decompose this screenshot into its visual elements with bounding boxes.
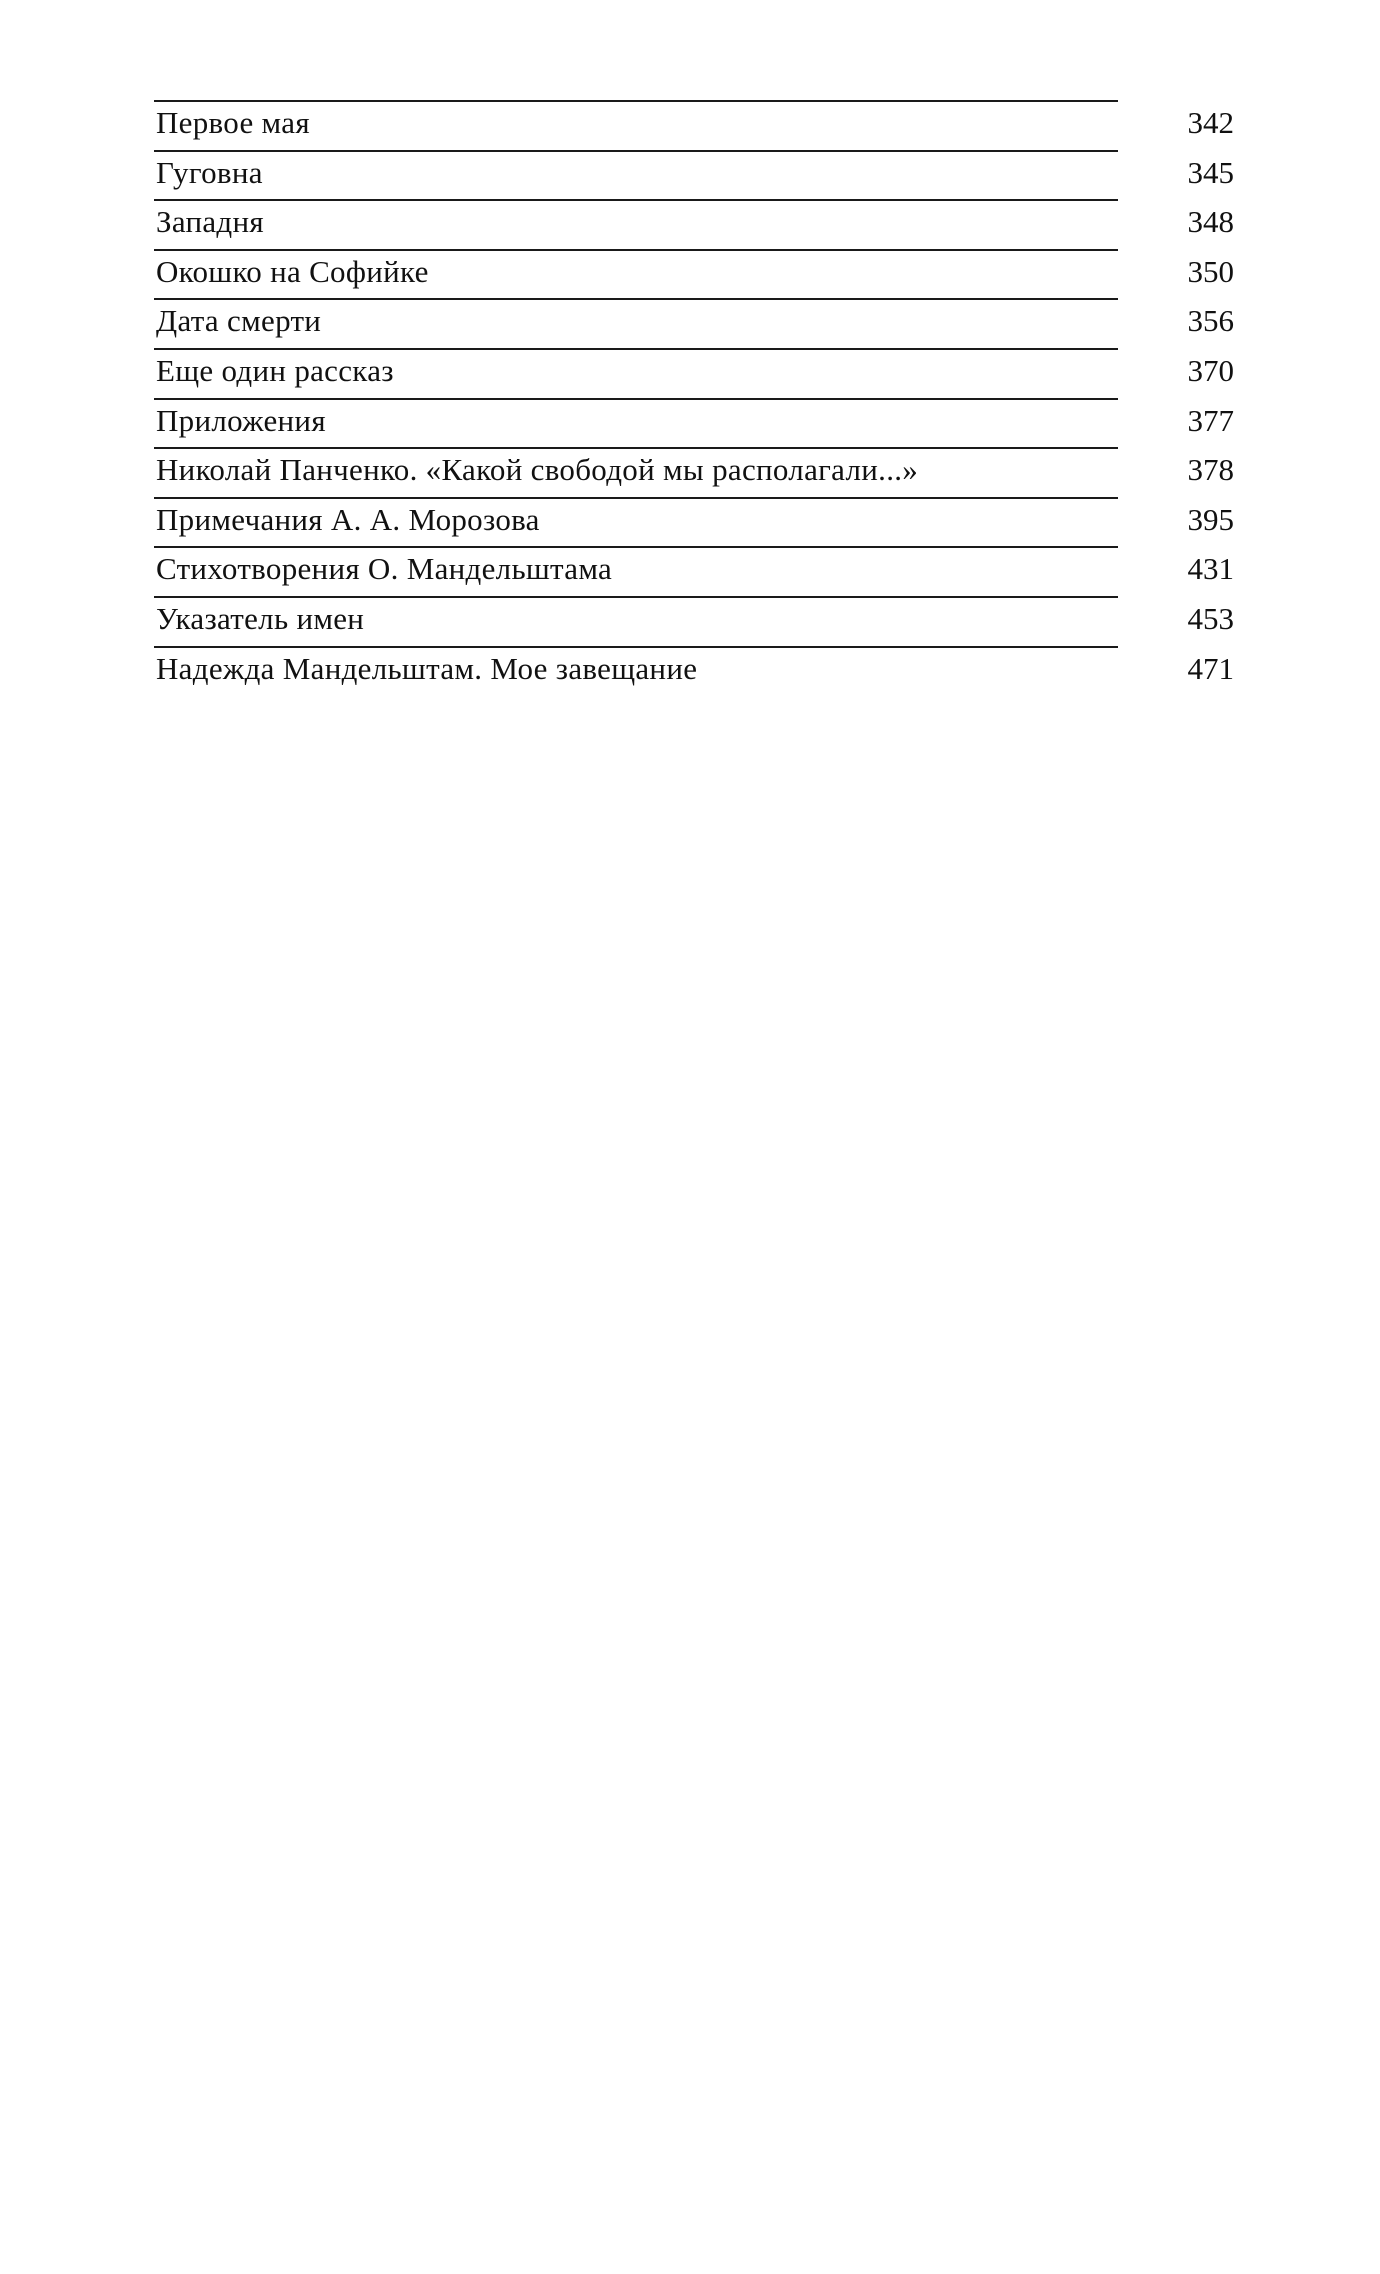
toc-entry-page: 377 [1187, 402, 1234, 438]
rule-line [154, 100, 1118, 102]
toc-entry-page: 370 [1187, 352, 1234, 388]
toc-entry-title: Стихотворения О. Мандельштама [156, 551, 613, 587]
toc-entry [154, 546, 1234, 596]
toc-entry-page: 378 [1187, 452, 1234, 488]
toc-entry [154, 596, 1234, 646]
rule-line [154, 199, 1118, 201]
toc-entry-page: 342 [1187, 105, 1234, 140]
toc-entry-title: Дата смерти [156, 303, 322, 339]
toc-entry [154, 249, 1234, 299]
toc-entry-title: Примечания А. А. Морозова [156, 501, 540, 537]
toc-entry [154, 199, 1234, 249]
toc-entry [154, 100, 1234, 150]
toc-entry-title: Приложения [156, 402, 326, 438]
toc-entry-page: 350 [1187, 253, 1234, 289]
toc-entry-title: Окошко на Софийке [156, 253, 429, 289]
rule-line [154, 398, 1118, 400]
toc-entry-title: Гуговна [156, 154, 263, 190]
toc-entry-page: 356 [1187, 303, 1234, 339]
toc-entry-title: Западня [156, 204, 264, 240]
toc-entry [154, 497, 1234, 547]
toc-entry [154, 646, 1234, 696]
rule-line [154, 348, 1118, 350]
table-of-contents [154, 100, 1234, 695]
toc-entry-title: Николай Панченко. «Какой свободой мы располагали...» [156, 452, 919, 488]
rule-line [154, 298, 1118, 300]
toc-entry-title: Указатель имен [156, 600, 365, 636]
toc-entry [154, 398, 1234, 448]
toc-entry [154, 447, 1234, 497]
toc-entry-page: 395 [1187, 501, 1234, 537]
toc-entry-page: 348 [1187, 204, 1234, 240]
toc-entry-page: 345 [1187, 154, 1234, 190]
toc-entry [154, 348, 1234, 398]
toc-entry-page: 471 [1187, 650, 1234, 686]
toc-entry-title: Еще один рассказ [156, 352, 394, 388]
toc-entry [154, 298, 1234, 348]
rule-line [154, 249, 1118, 251]
rule-line [154, 646, 1118, 648]
toc-entry-title: Надежда Мандельштам. Мое завещание [156, 650, 698, 686]
rule-line [154, 497, 1118, 499]
rule-line [154, 447, 1118, 449]
rule-line [154, 546, 1118, 548]
toc-entry-page: 453 [1187, 600, 1234, 636]
toc-entry-title: Первое мая [156, 105, 310, 140]
rule-line [154, 150, 1118, 152]
toc-entry-page: 431 [1187, 551, 1234, 587]
toc-entry [154, 150, 1234, 200]
rule-line [154, 596, 1118, 598]
